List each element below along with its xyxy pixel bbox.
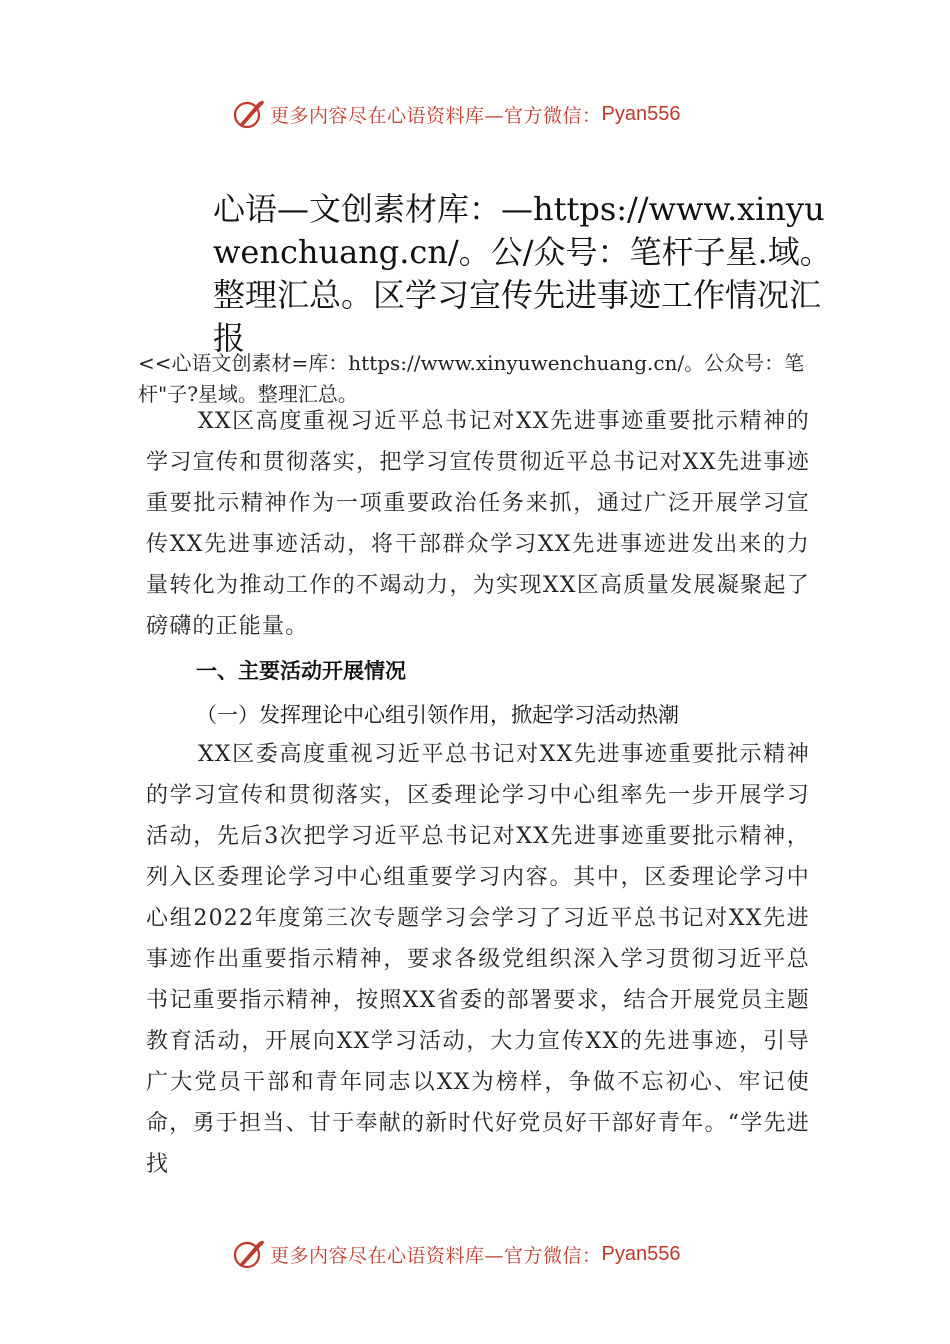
watermark-wechat-id: Pyan556 bbox=[601, 1242, 681, 1265]
watermark-text: 更多内容尽在心语资料库—官方微信： bbox=[270, 1244, 602, 1267]
watermark-wechat-id: Pyan556 bbox=[601, 102, 681, 125]
quill-logo-icon bbox=[232, 1237, 266, 1271]
subsection-heading: （一）发挥理论中心组引领作用，掀起学习活动热潮 bbox=[196, 703, 679, 727]
watermark-banner-top bbox=[232, 96, 680, 132]
watermark-text: 更多内容尽在心语资料库—官方微信： bbox=[270, 104, 602, 127]
quill-logo-icon bbox=[232, 97, 266, 131]
source-note: <<心语文创素材=库：https://www.xinyuwenchuang.cn/。公众号：笔杆"子?星域。整理汇总。 bbox=[138, 351, 805, 406]
document-title: 心语—文创素材库：—https://www.xinyuwenchuang.cn/。公/众号：笔杆子星.域。整理汇总。区学习宣传先进事迹工作情况汇报 bbox=[213, 190, 832, 357]
body-paragraph-1: XX区高度重视习近平总书记对XX先进事迹重要批示精神的学习宣传和贯彻落实，把学习宣传贯彻近平总书记对XX先进事迹重要批示精神作为一项重要政治任务来抓，通过广泛开展学习宣传XX先进事迹活动，将干部群众学习XX先进事迹进发出来的力量转化为推动工作的不竭动力，为实现XX区高质量发展凝聚起了磅礴的正能量。 bbox=[146, 409, 810, 639]
watermark-banner-bottom bbox=[232, 1236, 680, 1272]
body-paragraph-2: XX区委高度重视习近平总书记对XX先进事迹重要批示精神的学习宣传和贯彻落实，区委理论学习中心组率先一步开展学习活动，先后3次把学习近平总书记对XX先进事迹重要批示精神，列入区委理论学习中心组重要学习内容。其中，区委理论学习中心组2022年度第三次专题学习会学习了习近平总书记对XX先进事迹作出重要指示精神，要求各级党组织深入学习贯彻习近平总书记重要指示精神，按照XX省委的部署要求，结合开展党员主题教育活动，开展向XX学习活动，大力宣传XX的先进事迹，引导广大党员干部和青年同志以XX为榜样，争做不忘初心、牢记使命，勇于担当、甘于奉献的新时代好党员好干部好青年。“学先进找 bbox=[146, 742, 810, 1177]
section-heading: 一、主要活动开展情况 bbox=[196, 659, 406, 683]
